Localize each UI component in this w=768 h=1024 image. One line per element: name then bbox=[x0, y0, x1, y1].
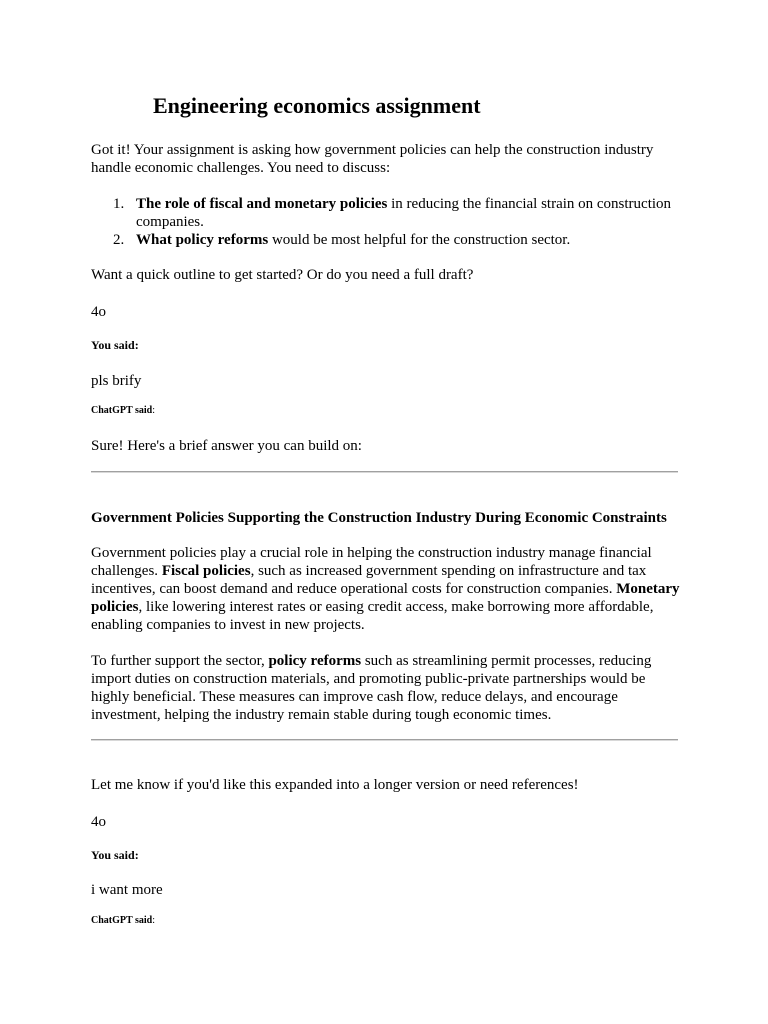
horizontal-rule bbox=[91, 471, 678, 473]
monetary-policies-bold: Monetary policies bbox=[91, 581, 680, 615]
chatgpt-said-label: ChatGPT said: bbox=[91, 915, 156, 926]
list-number: 2. bbox=[113, 232, 125, 248]
model-tag: 4o bbox=[91, 304, 106, 320]
policy-paragraph-1: Government policies play a crucial role in helping the construction industry manage financial challenges. Fiscal policies, such as increased government spending on infrastructure and tax incentives, can boost demand and reduce operational costs for construction companies. Monetary policies, like lowering interest rates or easing credit access, make borrowing more affordable, enabling companies to invest in new projects. bbox=[91, 545, 680, 633]
sure-paragraph: Sure! Here's a brief answer you can build on: bbox=[91, 438, 362, 454]
horizontal-rule bbox=[91, 739, 678, 741]
user-message: pls brify bbox=[91, 373, 142, 389]
model-tag: 4o bbox=[91, 814, 106, 830]
list-number: 1. bbox=[113, 196, 125, 212]
discussion-list bbox=[91, 195, 681, 249]
document-title: Engineering economics assignment bbox=[153, 93, 481, 118]
list-item-bold: What policy reforms bbox=[136, 232, 269, 248]
you-said-label: You said: bbox=[91, 338, 139, 352]
fiscal-policies-bold: Fiscal policies bbox=[161, 563, 251, 579]
you-said-label: You said: bbox=[91, 848, 139, 862]
section-heading: Government Policies Supporting the Construction Industry During Economic Constraints bbox=[91, 510, 667, 526]
user-message: i want more bbox=[91, 882, 163, 898]
question-paragraph: Want a quick outline to get started? Or do you need a full draft? bbox=[91, 267, 474, 283]
chatgpt-said-label: ChatGPT said: bbox=[91, 405, 156, 416]
list-item-bold: The role of fiscal and monetary policies bbox=[136, 196, 388, 212]
intro-paragraph: Got it! Your assignment is asking how government policies can help the construction industry handle economic challenges. You need to discuss: bbox=[91, 142, 654, 176]
closing-paragraph: Let me know if you'd like this expanded into a longer version or need references! bbox=[91, 777, 579, 793]
list-item bbox=[91, 195, 681, 231]
list-item-text: in reducing the financial strain on construction companies. bbox=[136, 196, 672, 230]
policy-reforms-bold: policy reforms bbox=[268, 653, 362, 669]
list-item-text: would be most helpful for the construction sector. bbox=[268, 232, 571, 248]
list-item bbox=[91, 231, 681, 249]
policy-paragraph-2: To further support the sector, policy reforms such as streamlining permit processes, reducing import duties on construction materials, and promoting public-private partnerships would be highly beneficial. These measures can improve cash flow, reduce delays, and encourage investment, helping the industry remain stable during tough economic times. bbox=[91, 653, 652, 723]
